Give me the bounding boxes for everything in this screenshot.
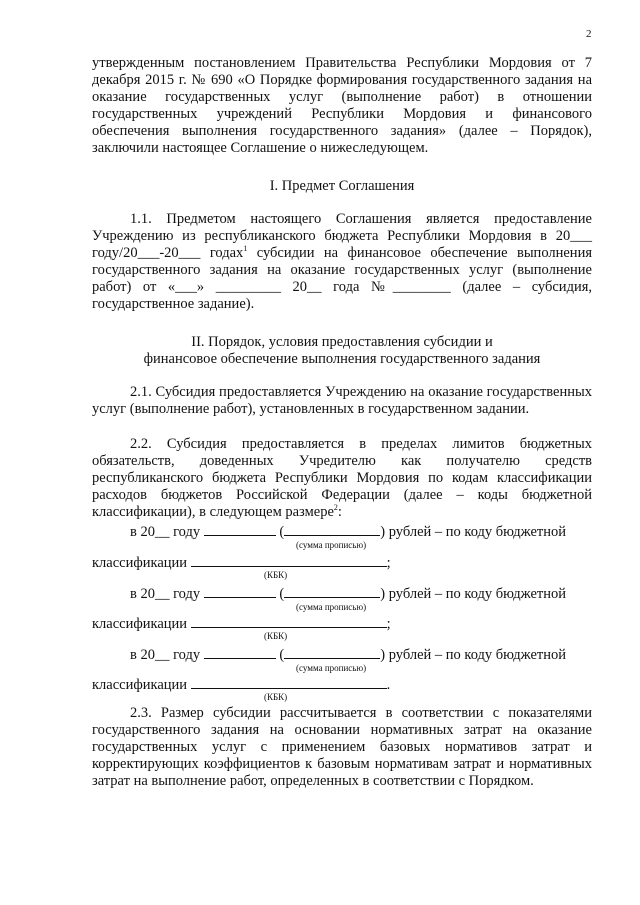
kbk-caption-3: (КБК) [264, 692, 288, 702]
rubles-text: ) рублей – по коду бюджетной [380, 524, 567, 540]
class-row-1 [92, 553, 391, 572]
end-mark: ; [386, 555, 391, 571]
end-mark: . [386, 677, 391, 693]
kbk-caption-2: (КБК) [264, 631, 288, 641]
paragraph-2-3: 2.3. Размер субсидии рассчитывается в соответствии с показателями государственного задания на основании нормативных затрат на оказание государственных услуг с применением базовых нормативов затрат и корректирующих коэффициентов к базовым нормативам затрат и нормативных затрат на выполнение работ, определенных в соответствии с Порядком. [92, 705, 592, 789]
class-label: классификации [92, 677, 188, 693]
kbk-blank [191, 553, 387, 567]
section-2-title-line-2: финансовое обеспечение выполнения государственного задания [143, 351, 541, 367]
paragraph-1-1 [92, 211, 592, 313]
paragraph-2-2-colon: : [337, 504, 342, 520]
amount-blank [204, 584, 276, 598]
paren-open: ( [279, 586, 285, 602]
paragraph-2-2 [92, 436, 592, 521]
section-2-title-line-1: II. Порядок, условия предоставления субсидии и [191, 334, 493, 350]
sum-caption-1: (сумма прописью) [296, 540, 367, 550]
amount-row-1 [130, 522, 566, 541]
paragraph-2-2-text: 2.2. Субсидия предоставляется в пределах лимитов бюджетных обязательств, доведенных Учредителю как получателю средств республиканского бюджета Республики Мордовия по кодам классификации расходов бюджетов Российской Федерации (далее – коды бюджетной классификации), в следующем размере [92, 436, 592, 520]
sum-in-words-blank [284, 645, 380, 659]
sum-caption-2: (сумма прописью) [296, 602, 367, 612]
rubles-text: ) рублей – по коду бюджетной [380, 647, 567, 663]
footnote-ref-2: 2 [333, 503, 338, 513]
year-label: в 20__ году [130, 647, 201, 663]
footnote-ref-1: 1 [243, 244, 248, 254]
amount-blank [204, 522, 276, 536]
paragraph-1-1-text-b: субсидии на финансовое обеспечение выполнения государственного задания на оказание государственных услуг (выполнение работ) от «___» _________ 20__ года №________ (далее – субсидия, государственное задание). [92, 245, 592, 312]
kbk-caption-1: (КБК) [264, 570, 288, 580]
year-label: в 20__ году [130, 586, 201, 602]
amount-blank [204, 645, 276, 659]
paragraph-1-1-text-a: 1.1. Предметом настоящего Соглашения является предоставление Учреждению из республиканского бюджета Республики Мордовия в 20___ году/20___-20___ годах [92, 211, 592, 261]
class-row-2 [92, 614, 391, 633]
sum-in-words-blank [284, 584, 380, 598]
paren-open: ( [279, 647, 285, 663]
class-label: классификации [92, 616, 188, 632]
class-label: классификации [92, 555, 188, 571]
kbk-blank [191, 614, 387, 628]
sum-caption-3: (сумма прописью) [296, 663, 367, 673]
kbk-blank [191, 675, 387, 689]
end-mark: ; [386, 616, 391, 632]
class-row-3 [92, 675, 390, 694]
amount-row-3 [130, 645, 566, 664]
rubles-text: ) рублей – по коду бюджетной [380, 586, 567, 602]
sum-in-words-blank [284, 522, 380, 536]
paragraph-2-1: 2.1. Субсидия предоставляется Учреждению на оказание государственных услуг (выполнение работ), установленных в государственном задании. [92, 384, 592, 417]
paren-open: ( [279, 524, 285, 540]
intro-paragraph: утвержденным постановлением Правительства Республики Мордовия от 7 декабря 2015 г. № 690 «О Порядке формирования государственного задания на оказание государственных услуг (выполнение работ) в отношении государственных учреждений Республики Мордовия и финансового обеспечения выполнения государственного задания» (далее – Порядок), заключили настоящее Соглашение о нижеследующем. [92, 55, 592, 156]
page-number: 2 [586, 28, 592, 40]
year-label: в 20__ году [130, 524, 201, 540]
section-1-title: I. Предмет Соглашения [269, 178, 415, 194]
amount-row-2 [130, 584, 566, 603]
